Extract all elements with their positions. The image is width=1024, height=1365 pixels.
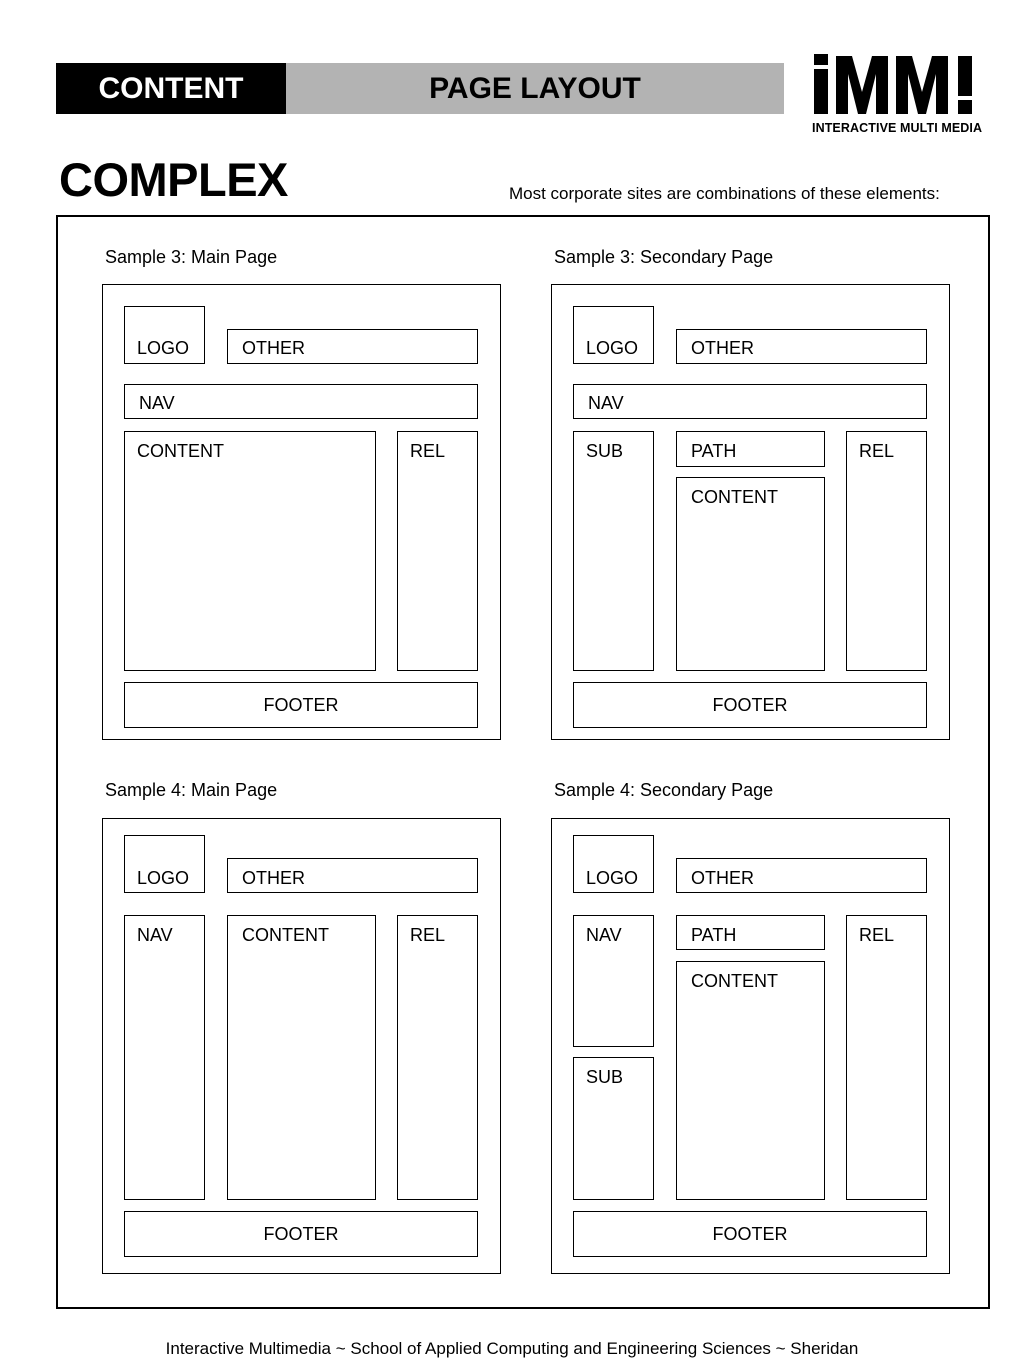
logo-block: LOGO — [124, 306, 205, 364]
page-subtitle: Most corporate sites are combinations of these elements: — [509, 184, 940, 203]
logo-block: LOGO — [573, 835, 654, 893]
section-label: CONTENT — [56, 63, 286, 114]
logo-block: LOGO — [124, 835, 205, 893]
footer-block: FOOTER — [124, 1211, 478, 1257]
topic-label: PAGE LAYOUT — [286, 63, 784, 114]
nav-block: NAV — [124, 915, 205, 1200]
path-block: PATH — [676, 915, 825, 950]
sub-block: SUB — [573, 1057, 654, 1200]
content-block: CONTENT — [124, 431, 376, 671]
caption-sample3-main: Sample 3: Main Page — [105, 247, 278, 267]
footer-block: FOOTER — [573, 682, 927, 728]
rel-block: REL — [397, 915, 478, 1200]
logo-tagline: INTERACTIVE MULTI MEDIA — [812, 121, 983, 135]
other-block: OTHER — [676, 858, 927, 893]
footer-block: FOOTER — [573, 1211, 927, 1257]
nav-block: NAV — [573, 384, 927, 419]
footer-credit: Interactive Multimedia ~ School of Applied Computing and Engineering Sciences ~ Sheridan — [165, 1339, 859, 1358]
nav-block: NAV — [124, 384, 478, 419]
other-block: OTHER — [676, 329, 927, 364]
other-block: OTHER — [227, 329, 478, 364]
sub-block: SUB — [573, 431, 654, 671]
content-block: CONTENT — [227, 915, 376, 1200]
caption-sample3-secondary: Sample 3: Secondary Page — [554, 247, 774, 267]
imm-logo — [812, 52, 994, 118]
path-block: PATH — [676, 431, 825, 467]
logo-block: LOGO — [573, 306, 654, 364]
rel-block: REL — [846, 431, 927, 671]
rel-block: REL — [846, 915, 927, 1200]
caption-sample4-main: Sample 4: Main Page — [105, 780, 278, 800]
content-block: CONTENT — [676, 961, 825, 1200]
footer-block: FOOTER — [124, 682, 478, 728]
other-block: OTHER — [227, 858, 478, 893]
rel-block: REL — [397, 431, 478, 671]
page-title: COMPLEX — [59, 153, 288, 206]
nav-block: NAV — [573, 915, 654, 1047]
caption-sample4-secondary: Sample 4: Secondary Page — [554, 780, 774, 800]
content-block: CONTENT — [676, 477, 825, 671]
